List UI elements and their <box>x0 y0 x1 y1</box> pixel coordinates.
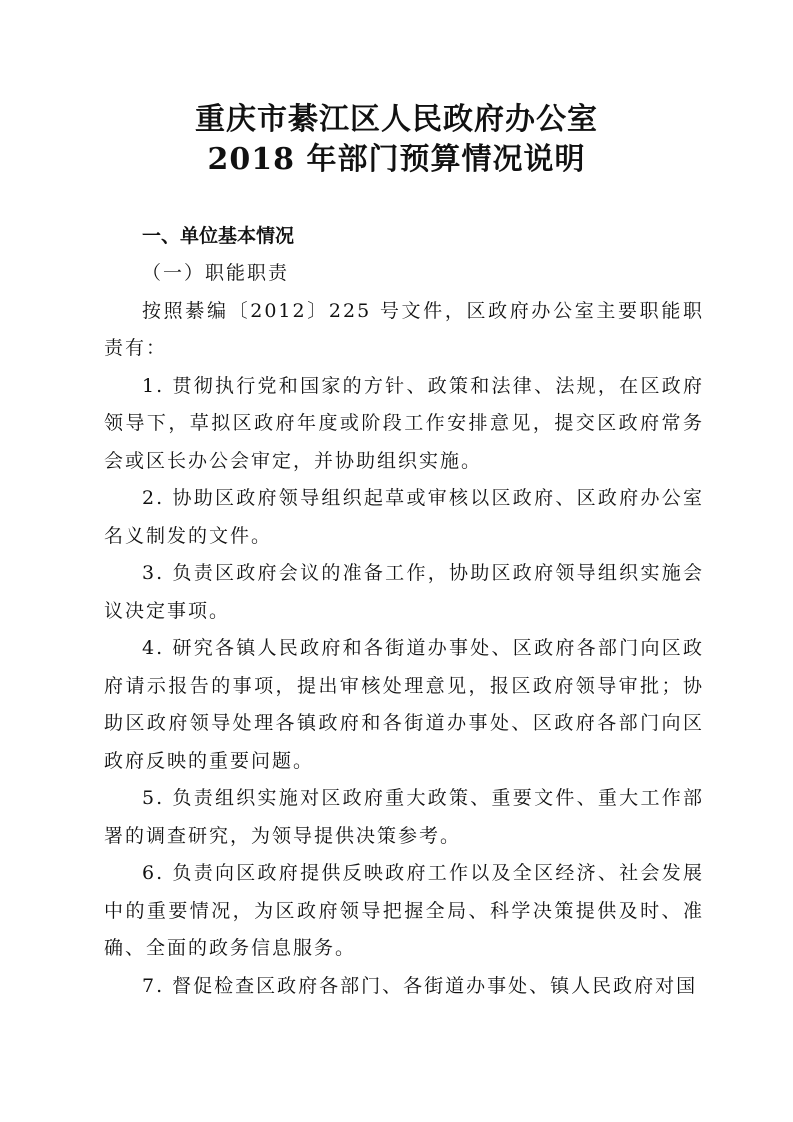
document-title-line2: 2018 年部门预算情况说明 <box>207 142 586 177</box>
paragraph-item-6: 6. 负责向区政府提供反映政府工作以及全区经济、社会发展中的重要情况，为区政府领导把握全局、科学决策提供及时、准确、全面的政务信息服务。 <box>104 862 704 959</box>
document-title-line1: 重庆市綦江区人民政府办公室 <box>195 102 598 137</box>
paragraph-item-2: 2. 协助区政府领导组织起草或审核以区政府、区政府办公室名义制发的文件。 <box>104 487 704 547</box>
paragraph-item-4: 4. 研究各镇人民政府和各街道办事处、区政府各部门向区政府请示报告的事项，提出审核处理意见，报区政府领导审批；协助区政府领导处理各镇政府和各街道办事处、区政府各部门向区政府反映的重要问题。 <box>104 637 704 772</box>
document-body <box>104 218 704 1005</box>
paragraph-item-3: 3. 负责区政府会议的准备工作，协助区政府领导组织实施会议决定事项。 <box>104 562 704 622</box>
section-heading-basic-info: 一、单位基本情况 <box>142 225 295 247</box>
paragraph-intro: 按照綦编〔2012〕225 号文件，区政府办公室主要职能职责有： <box>104 299 704 359</box>
paragraph-item-5: 5. 负责组织实施对区政府重大政策、重要文件、重大工作部署的调查研究，为领导提供决策参考。 <box>104 787 704 847</box>
paragraph-item-1: 1. 贯彻执行党和国家的方针、政策和法律、法规，在区政府领导下，草拟区政府年度或阶段工作安排意见，提交区政府常务会或区长办公会审定，并协助组织实施。 <box>104 374 704 472</box>
paragraph-item-7: 7. 督促检查区政府各部门、各街道办事处、镇人民政府对国 <box>142 974 698 997</box>
subsection-heading-functions: （一）职能职责 <box>142 262 290 284</box>
